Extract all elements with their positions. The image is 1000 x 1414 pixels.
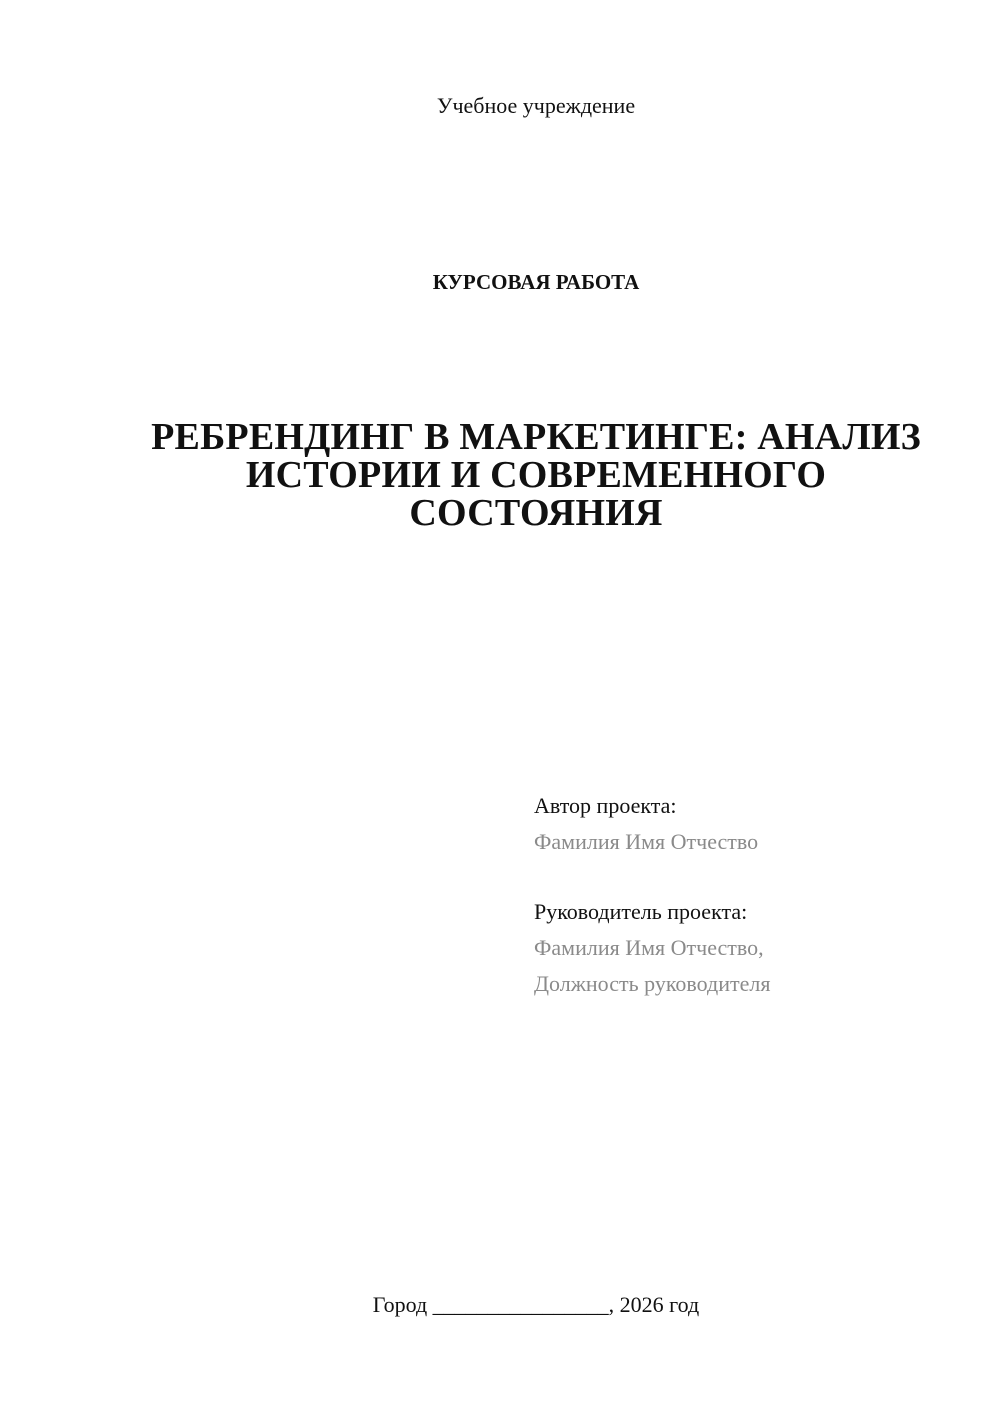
supervisor-name: Фамилия Имя Отчество, xyxy=(534,935,764,960)
city-blank: ________________ xyxy=(432,1292,609,1317)
institution-name: Учебное учреждение xyxy=(436,93,636,118)
work-type-heading: КУРСОВАЯ РАБОТА xyxy=(432,270,640,294)
supervisor-label: Руководитель проекта: xyxy=(534,899,748,924)
supervisor-position: Должность руководителя xyxy=(534,971,771,996)
work-title-line: ИСТОРИИ И СОВРЕМЕННОГО xyxy=(245,454,827,496)
city-year-line xyxy=(0,1290,1000,1320)
credits-spacer xyxy=(534,860,974,894)
work-title xyxy=(150,418,922,532)
work-title-line: СОСТОЯНИЯ xyxy=(409,492,663,534)
author-name: Фамилия Имя Отчество xyxy=(534,829,759,854)
credits-block xyxy=(534,788,974,1002)
work-title-line: РЕБРЕНДИНГ В МАРКЕТИНГЕ: АНАЛИЗ xyxy=(151,416,921,458)
year-text: , 2026 год xyxy=(608,1292,700,1317)
author-label: Автор проекта: xyxy=(534,793,677,818)
city-label: Город xyxy=(372,1292,428,1317)
